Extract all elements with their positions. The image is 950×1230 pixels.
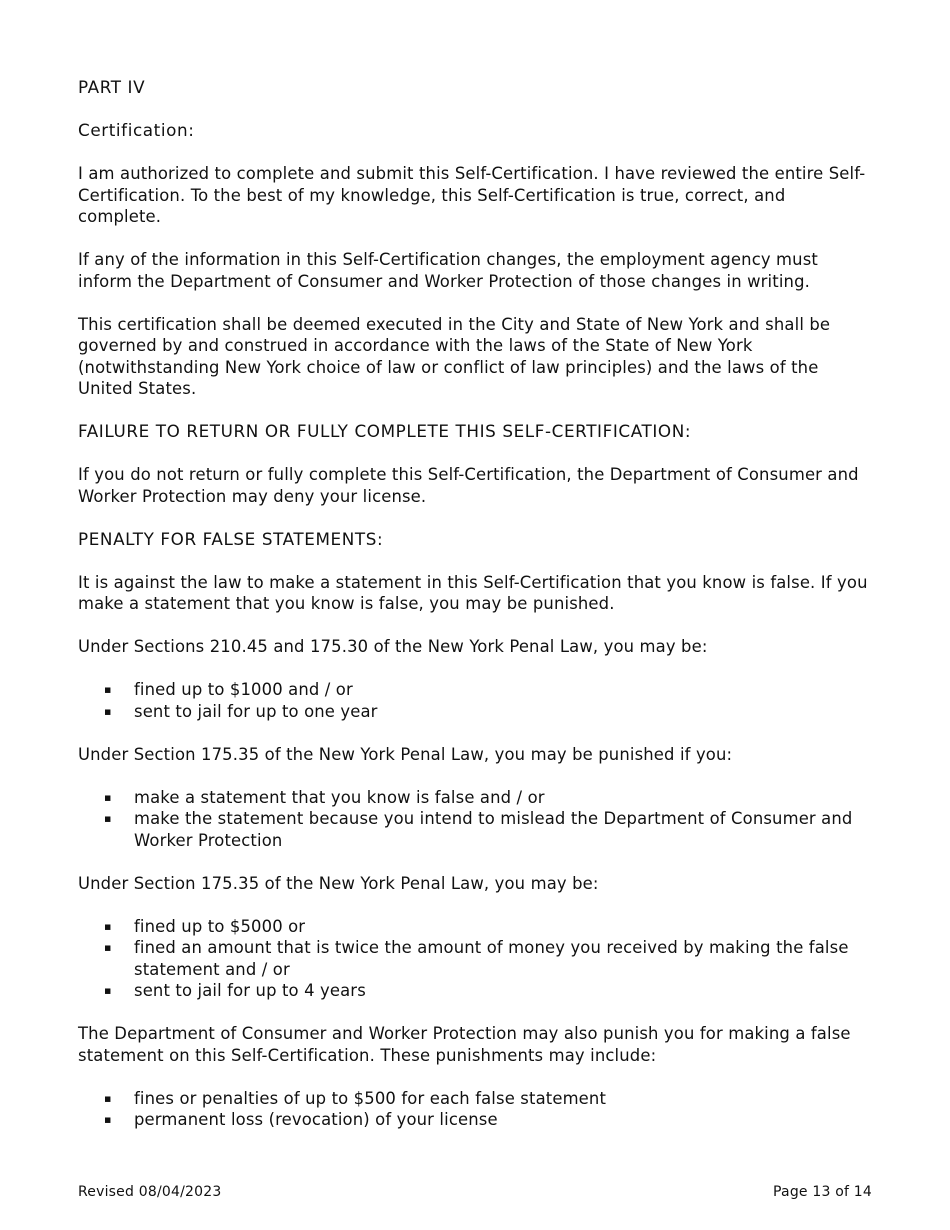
bullet-icon: ▪ — [104, 704, 112, 718]
list-item — [78, 787, 873, 809]
part-title: PART IV — [78, 77, 146, 97]
list-item — [78, 1109, 873, 1131]
penal-law-175-punished-intro: Under Section 175.35 of the New York Penal Law, you may be punished if you: — [78, 744, 733, 764]
certification-heading: Certification: — [78, 120, 195, 140]
dcwp-punishment-list — [78, 1088, 873, 1131]
list-item — [78, 937, 873, 980]
list-item-text: sent to jail for up to one year — [134, 701, 378, 721]
list-item — [78, 808, 873, 851]
list-item — [78, 1088, 873, 1110]
bullet-icon: ▪ — [104, 1091, 112, 1105]
list-item-text: make the statement because you intend to mislead the Department of Consumer and Worker Protection — [134, 809, 853, 850]
list-item — [78, 679, 873, 701]
penal-law-175-fines-list — [78, 916, 873, 1002]
revised-date: Revised 08/04/2023 — [78, 1184, 222, 1200]
bullet-icon: ▪ — [104, 790, 112, 804]
bullet-icon: ▪ — [104, 683, 112, 696]
penalty-heading: PENALTY FOR FALSE STATEMENTS: — [78, 528, 384, 549]
penal-law-210-list — [78, 679, 873, 722]
penal-law-175-fines-intro: Under Section 175.35 of the New York Penal Law, you may be: — [78, 873, 599, 893]
list-item-text: fined up to $5000 or — [134, 916, 306, 936]
penal-law-175-punished-list — [78, 787, 873, 852]
bullet-icon: ▪ — [104, 1113, 112, 1126]
list-item — [78, 980, 873, 1002]
certification-paragraph-1: I am authorized to complete and submit this Self-Certification. I have reviewed the entire Self-Certification. To the best of my knowledge, this Self-Certification is true, correct, and complete. — [78, 164, 866, 226]
list-item — [78, 916, 873, 938]
list-item-text: permanent loss (revocation) of your license — [134, 1110, 498, 1129]
bullet-icon: ▪ — [104, 941, 112, 954]
failure-heading: FAILURE TO RETURN OR FULLY COMPLETE THIS SELF-CERTIFICATION: — [78, 421, 692, 441]
bullet-icon: ▪ — [104, 984, 112, 997]
list-item-text: make a statement that you know is false and / or — [134, 787, 545, 807]
page-number: Page 13 of 14 — [773, 1184, 872, 1200]
penalty-intro: It is against the law to make a statement in this Self-Certification that you know is false. If you make a statement that you know is false, you may be punished. — [78, 572, 868, 613]
certification-paragraph-2: If any of the information in this Self-Certification changes, the employment agency must inform the Department of Consumer and Worker Protection of those changes in writing. — [78, 250, 818, 291]
list-item-text: fines or penalties of up to $500 for each false statement — [134, 1088, 607, 1108]
document-page — [78, 77, 873, 1152]
list-item-text: fined up to $1000 and / or — [134, 680, 353, 699]
list-item — [78, 701, 873, 723]
list-item-text: fined an amount that is twice the amount of money you received by making the false statement and / or — [134, 938, 849, 979]
dcwp-punishment-intro: The Department of Consumer and Worker Protection may also punish you for making a false statement on this Self-Certification. These punishments may include: — [78, 1024, 851, 1065]
bullet-icon: ▪ — [104, 919, 112, 933]
penal-law-210-intro: Under Sections 210.45 and 175.30 of the New York Penal Law, you may be: — [78, 637, 708, 656]
list-item-text: sent to jail for up to 4 years — [134, 981, 366, 1000]
certification-paragraph-3: This certification shall be deemed executed in the City and State of New York and shall be governed by and construed in accordance with the laws of the State of New York (notwithstanding New York choice of law or conflict of law principles) and the laws of the United States. — [78, 314, 831, 398]
bullet-icon: ▪ — [104, 812, 112, 825]
failure-paragraph: If you do not return or fully complete this Self-Certification, the Department of Consumer and Worker Protection may deny your license. — [78, 465, 859, 506]
